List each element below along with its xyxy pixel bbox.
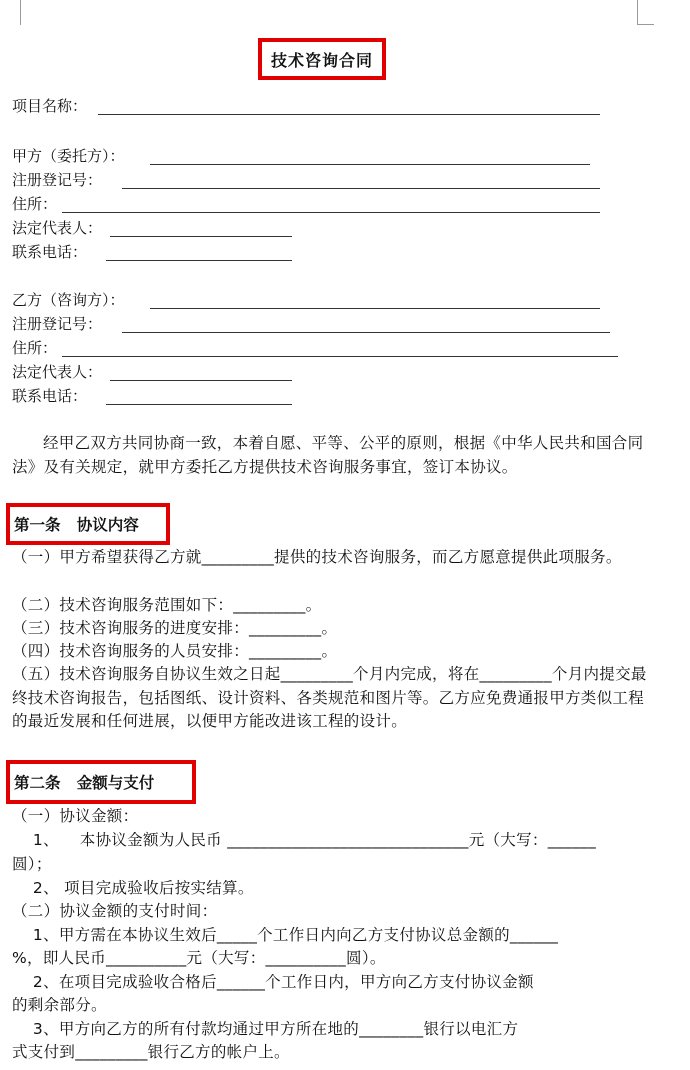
article-1-item: （三）技术咨询服务的进度安排：_________。 <box>12 619 338 637</box>
preamble-paragraph: 经甲乙双方共同协商一致，本着自愿、平等、公平的原则，根据《中华人民共和国合同法》及有关规定，就甲方委托乙方提供技术咨询服务事宜，签订本协议。 <box>12 434 644 476</box>
party-b-registration-field[interactable] <box>122 332 610 333</box>
article-2-line: 1、 本协议金额为人民币 ______________________________元（大写：______ <box>12 831 597 849</box>
article-2-line: 2、 项目完成验收后按实结算。 <box>12 879 254 897</box>
party-a-phone-field[interactable] <box>106 260 292 261</box>
party-b-address-label: 住所： <box>12 339 58 357</box>
party-b-registration-label: 注册登记号： <box>12 315 103 333</box>
article-2-line: （一）协议金额： <box>12 807 139 825</box>
article-2-line: 3、甲方向乙方的所有付款均通过甲方所在地的________银行以电汇方 <box>12 1020 519 1038</box>
party-b-address-field[interactable] <box>62 356 618 357</box>
article-1-item: （一）甲方希望获得乙方就_________提供的技术咨询服务，而乙方愿意提供此项服务。 <box>12 548 622 566</box>
article-1-heading: 第一条 协议内容 <box>14 516 139 534</box>
page-corner-mark-right <box>637 0 654 25</box>
party-a-registration-field[interactable] <box>122 188 600 189</box>
party-a-name-field[interactable] <box>150 164 590 165</box>
party-b-legal-rep-label: 法定代表人： <box>12 363 103 381</box>
page-corner-mark-left <box>20 0 21 25</box>
article-2-line: 式支付到_________银行乙方的帐户上。 <box>12 1043 290 1061</box>
article-2-line: （二）协议金额的支付时间： <box>12 902 218 920</box>
party-b-name-field[interactable] <box>150 308 600 309</box>
article-2-line: %，即人民币__________元（大写：__________圆）。 <box>12 949 386 967</box>
article-2-line: 2、在项目完成验收合格后______个工作日内，甲方向乙方支付协议金额 <box>12 973 534 991</box>
party-b-phone-label: 联系电话： <box>12 387 88 405</box>
party-a-name-label: 甲方（委托方）： <box>12 147 125 165</box>
party-a-phone-label: 联系电话： <box>12 243 88 261</box>
party-b-legal-rep-field[interactable] <box>110 380 292 381</box>
party-b-name-label: 乙方（咨询方）： <box>12 291 125 309</box>
article-2-line: 的剩余部分。 <box>12 996 107 1014</box>
article-1-item: （四）技术咨询服务的人员安排：_________。 <box>12 642 338 660</box>
party-a-address-label: 住所： <box>12 195 58 213</box>
party-a-address-field[interactable] <box>62 212 600 213</box>
article-1-item: （五）技术咨询服务自协议生效之日起_________个月内完成，将在_________个月内提交最终技术咨询报告，包括图纸、设计资料、各类规范和图片等。乙方应免费通报甲方类似工程的最近发展和任何进展，以便甲方能改进该工程的设计。 <box>12 665 647 730</box>
article-1-item: （二）技术咨询服务范围如下：_________。 <box>12 596 322 614</box>
project-name-field[interactable] <box>98 114 600 115</box>
party-a-registration-label: 注册登记号： <box>12 171 103 189</box>
party-a-legal-rep-label: 法定代表人： <box>12 219 103 237</box>
article-2-heading-highlight <box>6 760 196 804</box>
party-a-legal-rep-field[interactable] <box>110 236 292 237</box>
project-name-label: 项目名称： <box>12 97 88 115</box>
party-b-phone-field[interactable] <box>106 404 292 405</box>
article-1-heading-highlight <box>6 503 170 545</box>
document-title: 技术咨询合同 <box>270 50 373 70</box>
article-2-line: 圆）； <box>12 855 52 873</box>
document-title-highlight <box>258 38 386 80</box>
article-2-heading: 第二条 金额与支付 <box>14 774 155 792</box>
article-2-line: 1、甲方需在本协议生效后_____个工作日内向乙方支付协议总金额的______ <box>12 926 559 944</box>
